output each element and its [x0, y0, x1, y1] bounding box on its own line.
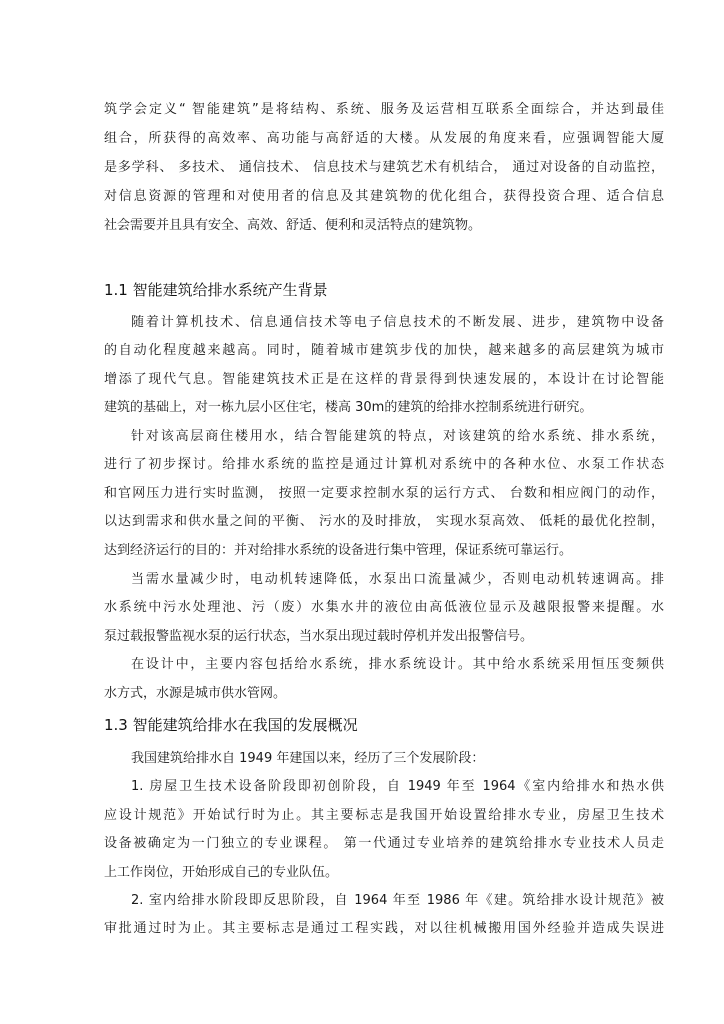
- section-1-1-line-5: 针对该高层商住楼用水，结合智能建筑的特点，对该建筑的给水系统、排水系统，: [131, 429, 664, 444]
- intro-line-2: 组合，所获得的高效率、高功能与高舒适的大楼。从发展的角度来看，应强调智能大厦: [104, 131, 664, 146]
- section-1-3-line-5: 上工作岗位，开始形成自己的专业队伍。: [104, 865, 339, 880]
- section-1-3-line-3: 应设计规范》开始试行时为止。其主要标志是我国开始设置给排水专业，房屋卫生技术: [104, 808, 664, 823]
- section-1-1-line-11: 水系统中污水处理池、污（废）水集水井的液位由高低液位显示及越限报警来提醒。水: [104, 600, 664, 615]
- section-1-3-line-2: 1. 房屋卫生技术设备阶段即初创阶段，自 1949 年至 1964《室内给排水和热水供: [131, 779, 664, 794]
- intro-line-5: 社会需要并且具有安全、高效、舒适、便利和灵活特点的建筑物。: [104, 218, 482, 233]
- section-1-1-line-10: 当需水量减少时，电动机转速降低，水泵出口流量减少，否则电动机转速调高。排: [131, 572, 664, 587]
- intro-line-4: 对信息资源的管理和对使用者的信息及其建筑物的优化组合，获得投资合理、适合信息: [104, 189, 664, 204]
- section-1-1-line-1: 随着计算机技术、信息通信技术等电子信息技术的不断发展、进步，建筑物中设备: [131, 315, 664, 330]
- section-1-3-line-6: 2. 室内给排水阶段即反思阶段，自 1964 年至 1986 年《建。筑给排水设计规范》被: [131, 893, 664, 908]
- intro-line-1: 筑学会定义“ 智能建筑”是将结构、系统、服务及运营相互联系全面综合，并达到最佳: [104, 102, 664, 117]
- section-1-3-line-1: 我国建筑给排水自 1949 年建国以来，经历了三个发展阶段：: [131, 751, 485, 766]
- section-1-1-line-9: 达到经济运行的目的：并对给排水系统的设备进行集中管理，保证系统可靠运行。: [104, 543, 573, 558]
- section-1-1-line-8: 以达到需求和供水量之间的平衡、 污水的及时排放， 实现水泵高效、 低耗的最优化控制，: [104, 514, 664, 529]
- section-1-1-line-2: 的自动化程度越来越高。同时，随着城市建筑步伐的加快，越来越多的高层建筑为城市: [104, 343, 664, 358]
- section-1-1-heading: 1.1 智能建筑给排水系统产生背景: [104, 281, 328, 299]
- section-1-1-line-12: 泵过载报警监视水泵的运行状态，当水泵出现过载时停机并发出报警信号。: [104, 629, 534, 644]
- section-1-1-line-14: 水方式，水源是城市供水管网。: [104, 686, 287, 701]
- section-1-1-line-3: 增添了现代气息。智能建筑技术正是在这样的背景得到快速发展的，本设计在讨论智能: [104, 372, 664, 387]
- section-1-1-line-13: 在设计中，主要内容包括给水系统，排水系统设计。其中给水系统采用恒压变频供: [131, 657, 664, 672]
- section-1-3-heading: 1.3 智能建筑给排水在我国的发展概况: [104, 716, 358, 734]
- section-1-3-line-4: 设备被确定为一门独立的专业课程。 第一代通过专业培养的建筑给排水专业技术人员走: [104, 836, 664, 851]
- intro-line-3: 是多学科、 多技术、 通信技术、 信息技术与建筑艺术有机结合， 通过对设备的自动监控，: [104, 160, 664, 175]
- section-1-1-line-7: 和官网压力进行实时监测， 按照一定要求控制水泵的运行方式、 台数和相应阀门的动作，: [104, 486, 664, 501]
- section-1-3-line-7: 审批通过时为止。其主要标志是通过工程实践，对以往机械搬用国外经验并造成失误进: [104, 921, 664, 936]
- section-1-1-line-4: 建筑的基础上，对一栋九层小区住宅，楼高 30m的建筑的给排水控制系统进行研究。: [104, 400, 593, 415]
- section-1-1-line-6: 进行了初步探讨。给排水系统的监控是通过计算机对系统中的各种水位、水泵工作状态: [104, 457, 664, 472]
